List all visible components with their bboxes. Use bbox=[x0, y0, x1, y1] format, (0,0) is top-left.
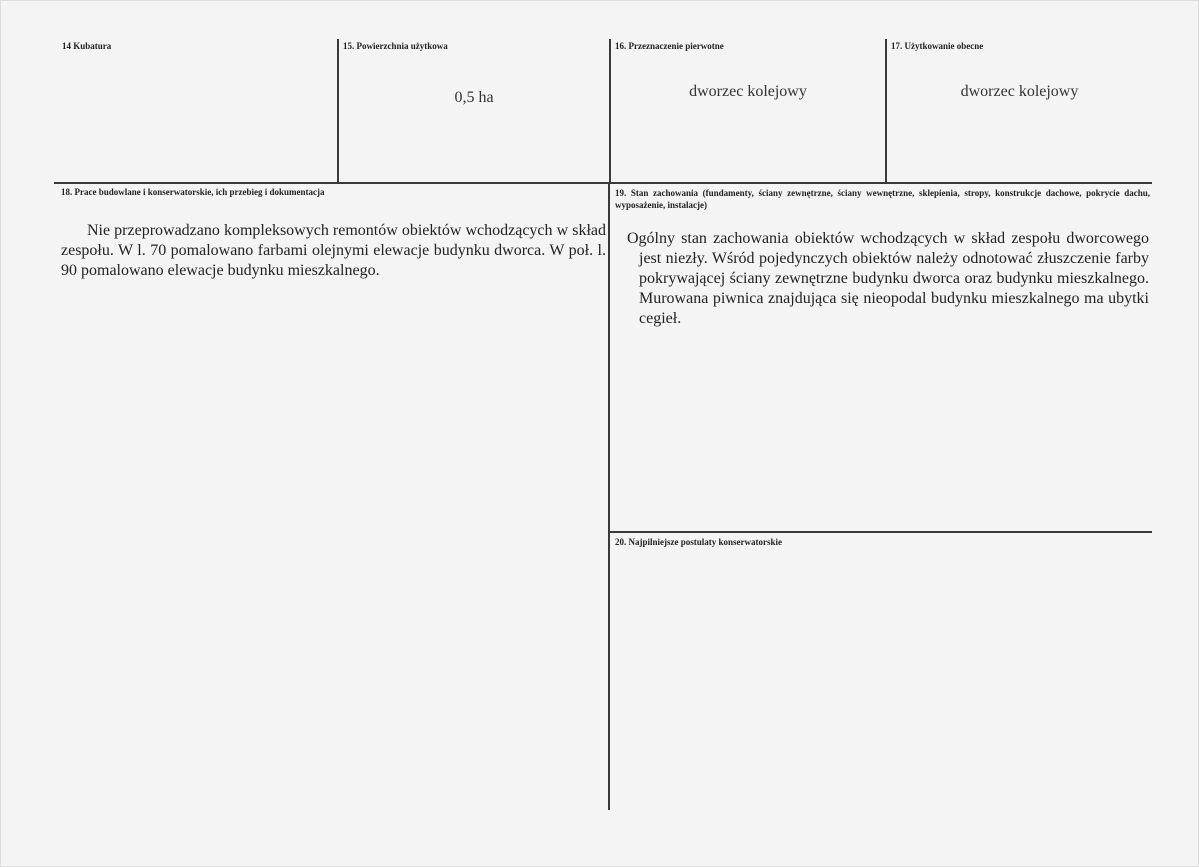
divider-h-top bbox=[54, 182, 1152, 184]
divider-v-15 bbox=[337, 39, 339, 184]
field-19-text: Ogólny stan zachowania obiektów wchodzących w skład zespołu dworcowego jest niezły. Wśród pojedynczych obiektów należy odnotować złuszczenie farby pokrywającej ściany zewnętrzne budynku dworca oraz budynku mieszkalnego. Murowana piwnica znajdująca się nieopodal budynku mieszkalnego ma ubytki cegieł. bbox=[627, 230, 1149, 327]
field-17-value: dworzec kolejowy bbox=[960, 83, 1079, 100]
divider-v-17 bbox=[885, 39, 887, 184]
divider-h-20 bbox=[610, 531, 1152, 533]
field-17-label: 17. Użytkowanie obecne bbox=[891, 41, 984, 51]
field-14-label: 14 Kubatura bbox=[62, 41, 112, 51]
field-15-label: 15. Powierzchnia użytkowa bbox=[343, 41, 448, 51]
field-18-text: Nie przeprowadzano kompleksowych remontów obiektów wchodzących w skład zespołu. W l. 70 pomalowano farbami olejnymi elewacje budynku dworca. W poł. l. 90 pomalowano elewacje budynku mieszkalnego. bbox=[61, 222, 606, 279]
field-16-label: 16. Przeznaczenie pierwotne bbox=[615, 41, 724, 51]
field-18-label: 18. Prace budowlane i konserwatorskie, ich przebieg i dokumentacja bbox=[61, 187, 325, 197]
field-16-value: dworzec kolejowy bbox=[689, 83, 807, 100]
field-19-label: 19. Stan zachowania (fundamenty, ściany zewnętrzne, ściany wewnętrzne, sklepienia, stropy, konstrukcje dachowe, pokrycie dachu, wyposażenie, instalacje) bbox=[615, 188, 1150, 210]
divider-v-main bbox=[608, 184, 610, 810]
divider-v-16 bbox=[609, 39, 611, 184]
field-20-label: 20. Najpilniejsze postulaty konserwatorskie bbox=[615, 537, 782, 547]
field-15-value: 0,5 ha bbox=[454, 89, 494, 106]
